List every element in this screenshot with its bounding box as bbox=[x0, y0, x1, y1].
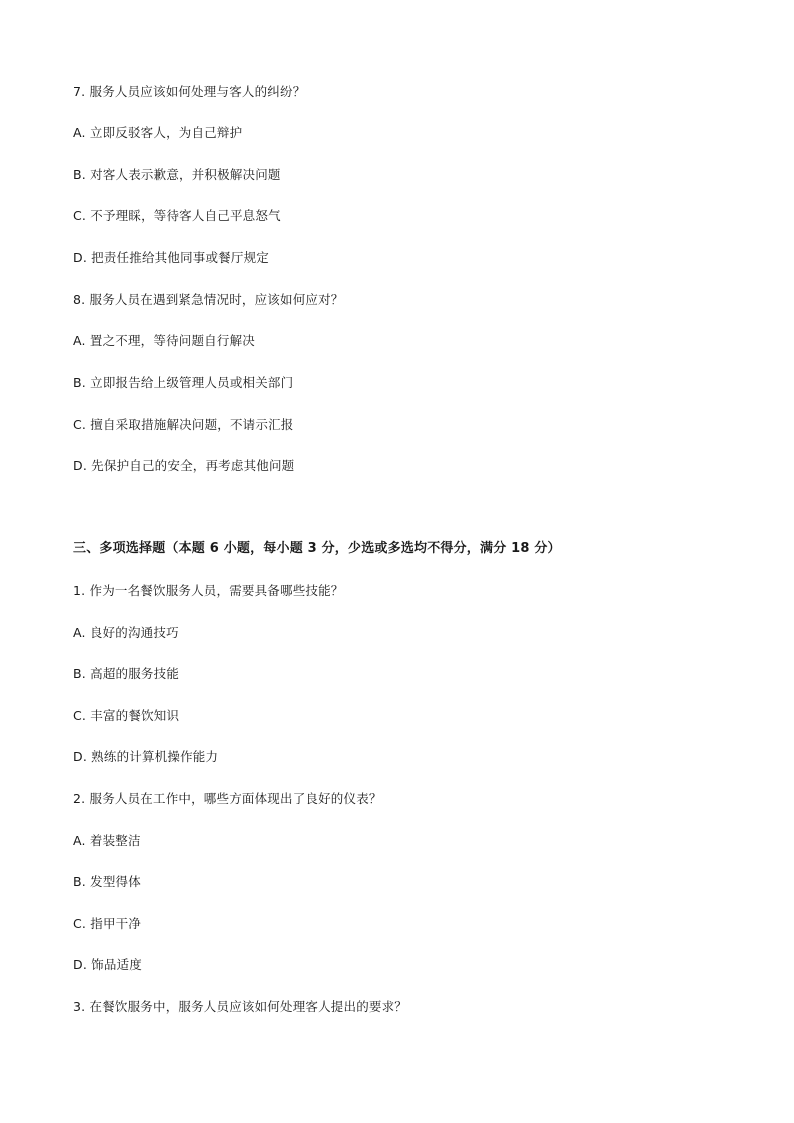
question-7: 7. 服务人员应该如何处理与客人的纠纷？ bbox=[73, 84, 306, 99]
option-7b: B. 对客人表示歉意，并积极解决问题 bbox=[73, 167, 281, 182]
mc-option-1c: C. 丰富的餐饮知识 bbox=[73, 708, 180, 723]
option-7a: A. 立即反驳客人，为自己辩护 bbox=[73, 125, 243, 140]
mc-option-2d: D. 饰品适度 bbox=[73, 957, 142, 972]
section-heading: 三、多项选择题（本题 6 小题，每小题 3 分，少选或多选均不得分，满分 18 分） bbox=[73, 541, 561, 556]
mc-option-2c: C. 指甲干净 bbox=[73, 916, 142, 931]
mc-option-1b: B. 高超的服务技能 bbox=[73, 666, 180, 681]
mc-option-1d: D. 熟练的计算机操作能力 bbox=[73, 749, 219, 764]
option-8c: C. 擅自采取措施解决问题，不请示汇报 bbox=[73, 417, 294, 432]
question-8: 8. 服务人员在遇到紧急情况时，应该如何应对？ bbox=[73, 292, 344, 307]
mc-option-2a: A. 着装整洁 bbox=[73, 833, 141, 848]
mc-question-2: 2. 服务人员在工作中，哪些方面体现出了良好的仪表？ bbox=[73, 791, 382, 806]
option-8b: B. 立即报告给上级管理人员或相关部门 bbox=[73, 375, 294, 390]
mc-option-2b: B. 发型得体 bbox=[73, 874, 141, 889]
option-7d: D. 把责任推给其他同事或餐厅规定 bbox=[73, 250, 269, 265]
option-8a: A. 置之不理，等待问题自行解决 bbox=[73, 333, 255, 348]
mc-question-3: 3. 在餐饮服务中，服务人员应该如何处理客人提出的要求？ bbox=[73, 999, 408, 1014]
mc-option-1a: A. 良好的沟通技巧 bbox=[73, 625, 179, 640]
option-8d: D. 先保护自己的安全，再考虑其他问题 bbox=[73, 458, 295, 473]
option-7c: C. 不予理睬，等待客人自己平息怒气 bbox=[73, 208, 281, 223]
mc-question-1: 1. 作为一名餐饮服务人员，需要具备哪些技能？ bbox=[73, 583, 344, 598]
